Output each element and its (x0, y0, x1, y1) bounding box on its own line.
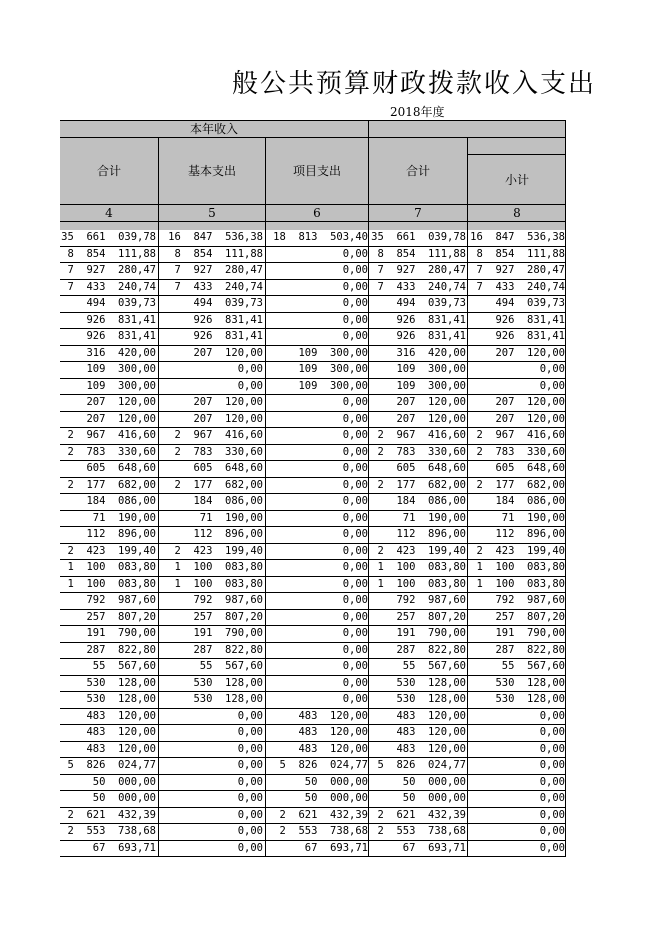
table-cell: 2 783 330,60 (377, 445, 466, 458)
table-cell: 0,00 (237, 825, 263, 837)
table-cell: 0,00 (342, 462, 368, 474)
table-cell: 2 967 416,60 (174, 429, 263, 441)
table-cell: 530 128,00 (86, 676, 156, 689)
table-cell: 926 831,41 (193, 313, 263, 326)
table-cell: 207 120,00 (495, 346, 565, 359)
table-row (60, 577, 566, 594)
table-cell: 0,00 (342, 693, 368, 705)
table-cell: 67 693,71 (402, 841, 466, 854)
table-cell: 8 854 111,88 (174, 247, 263, 260)
table-cell: 257 807,20 (396, 610, 466, 623)
table-cell: 191 790,00 (193, 627, 263, 639)
table-cell: 8 854 111,88 (67, 247, 156, 260)
table-cell: 926 831,41 (86, 330, 156, 342)
table-row (60, 230, 566, 247)
table-cell: 0,00 (539, 742, 565, 755)
table-cell: 50 000,00 (92, 775, 156, 788)
table-row (60, 527, 566, 544)
table-cell: 530 128,00 (495, 676, 565, 689)
table-row (60, 494, 566, 511)
table-cell: 792 987,60 (193, 594, 263, 606)
table-cell: 0,00 (342, 544, 368, 557)
table-cell: 2 177 682,00 (174, 478, 263, 491)
table-row (60, 461, 566, 478)
table-cell: 184 086,00 (193, 495, 263, 507)
table-cell: 109 300,00 (86, 379, 156, 392)
table-cell: 0,00 (342, 676, 368, 689)
table-row (60, 560, 566, 577)
table-cell: 7 927 280,47 (67, 264, 156, 276)
table-cell: 7 927 280,47 (476, 264, 565, 276)
table-row (60, 362, 566, 379)
table-cell: 0,00 (237, 742, 263, 755)
table-cell: 0,00 (342, 445, 368, 458)
table-cell: 0,00 (539, 709, 565, 722)
table-cell: 109 300,00 (86, 363, 156, 375)
table-cell: 112 896,00 (396, 528, 466, 540)
table-cell: 2 967 416,60 (377, 429, 466, 441)
table-cell: 7 433 240,74 (174, 280, 263, 293)
table-cell: 0,00 (539, 792, 565, 804)
table-cell: 792 987,60 (86, 594, 156, 606)
table-cell: 530 128,00 (396, 693, 466, 705)
table-cell: 67 693,71 (304, 841, 368, 854)
table-cell: 55 567,60 (92, 660, 156, 672)
table-cell: 0,00 (237, 841, 263, 854)
header-col-project: 项目支出 (292, 164, 341, 178)
table-cell: 55 567,60 (402, 660, 466, 672)
table-cell: 0,00 (539, 379, 565, 392)
table-cell: 55 567,60 (199, 660, 263, 672)
table-row (60, 296, 566, 313)
table-cell: 0,00 (237, 759, 263, 771)
table-cell: 0,00 (539, 759, 565, 771)
table-cell: 18 813 503,40 (273, 231, 368, 243)
table-cell: 7 433 240,74 (377, 280, 466, 293)
table-row (60, 610, 566, 627)
table-cell: 530 128,00 (86, 693, 156, 705)
table-cell: 2 423 199,40 (476, 544, 565, 557)
table-cell: 5 826 024,77 (279, 759, 368, 771)
header-num-6: 6 (313, 205, 321, 220)
table-cell: 257 807,20 (193, 610, 263, 623)
table-cell: 483 120,00 (298, 709, 368, 722)
table-cell: 207 120,00 (396, 396, 466, 408)
table-row (60, 775, 566, 792)
table-cell: 7 927 280,47 (174, 264, 263, 276)
header-num-7: 7 (414, 205, 422, 220)
table-cell: 0,00 (237, 792, 263, 804)
table-cell: 1 100 083,80 (377, 577, 466, 590)
table-cell: 0,00 (342, 594, 368, 606)
table-row (60, 626, 566, 643)
table-row (60, 709, 566, 726)
table-cell: 0,00 (342, 577, 368, 590)
table-cell: 50 000,00 (402, 792, 466, 804)
table-cell: 0,00 (237, 379, 263, 392)
table-row (60, 511, 566, 528)
table-cell: 109 300,00 (396, 379, 466, 392)
table-cell: 605 648,60 (495, 462, 565, 474)
table-cell: 16 847 536,38 (168, 231, 263, 243)
header-num-8: 8 (513, 205, 521, 220)
table-cell: 2 553 738,68 (279, 825, 368, 837)
table-cell: 926 831,41 (396, 330, 466, 342)
table-row (60, 643, 566, 660)
table-cell: 67 693,71 (92, 841, 156, 854)
table-cell: 926 831,41 (86, 313, 156, 326)
table-cell: 0,00 (237, 709, 263, 722)
table-cell: 0,00 (342, 313, 368, 326)
table-row (60, 478, 566, 495)
table-cell: 207 120,00 (86, 396, 156, 408)
table-cell: 55 567,60 (501, 660, 565, 672)
table-cell: 926 831,41 (495, 330, 565, 342)
table-cell: 257 807,20 (495, 610, 565, 623)
table-cell: 2 621 432,39 (377, 808, 466, 821)
table-cell: 2 177 682,00 (476, 478, 565, 491)
table-cell: 0,00 (342, 412, 368, 425)
table-row (60, 742, 566, 759)
table-cell: 483 120,00 (396, 726, 466, 738)
table-cell: 7 433 240,74 (67, 280, 156, 293)
header-col-total: 合计 (96, 164, 121, 178)
table-cell: 71 190,00 (501, 511, 565, 524)
table-cell: 50 000,00 (92, 792, 156, 804)
table-cell: 1 100 083,80 (476, 577, 565, 590)
table-cell: 0,00 (342, 660, 368, 672)
table-cell: 483 120,00 (298, 742, 368, 755)
table-cell: 0,00 (237, 808, 263, 821)
table-cell: 0,00 (342, 561, 368, 573)
table-row (60, 692, 566, 709)
table-row (60, 841, 566, 858)
table-cell: 71 190,00 (199, 511, 263, 524)
header-col-total2: 合计 (405, 164, 430, 178)
table-cell: 191 790,00 (396, 627, 466, 639)
table-cell: 109 300,00 (298, 346, 368, 359)
table-cell: 0,00 (342, 511, 368, 524)
table-row (60, 329, 566, 346)
table-cell: 0,00 (342, 610, 368, 623)
table-row (60, 313, 566, 330)
table-cell: 0,00 (539, 775, 565, 788)
table-row (60, 593, 566, 610)
table-cell: 2 423 199,40 (377, 544, 466, 557)
table-cell: 257 807,20 (86, 610, 156, 623)
table-cell: 8 854 111,88 (377, 247, 466, 260)
table-cell: 2 967 416,60 (67, 429, 156, 441)
table-cell: 792 987,60 (495, 594, 565, 606)
table-cell: 109 300,00 (396, 363, 466, 375)
table-cell: 2 967 416,60 (476, 429, 565, 441)
table-cell: 494 039,73 (396, 297, 466, 309)
table-cell: 530 128,00 (396, 676, 466, 689)
table-cell: 0,00 (539, 841, 565, 854)
table-cell: 184 086,00 (495, 495, 565, 507)
table-cell: 112 896,00 (495, 528, 565, 540)
table-cell: 207 120,00 (193, 346, 263, 359)
table-cell: 0,00 (539, 726, 565, 738)
table-header (60, 120, 566, 230)
table-cell: 2 553 738,68 (377, 825, 466, 837)
table-cell: 287 822,80 (495, 643, 565, 656)
table-cell: 605 648,60 (193, 462, 263, 474)
table-cell: 50 000,00 (304, 775, 368, 788)
table-cell: 1 100 083,80 (67, 577, 156, 590)
table-cell: 792 987,60 (396, 594, 466, 606)
table-cell: 2 621 432,39 (279, 808, 368, 821)
table-cell: 0,00 (342, 280, 368, 293)
table-cell: 926 831,41 (495, 313, 565, 326)
table-cell: 316 420,00 (86, 346, 156, 359)
table-cell: 2 783 330,60 (174, 445, 263, 458)
table-cell: 483 120,00 (396, 742, 466, 755)
table-row (60, 379, 566, 396)
table-cell: 35 661 039,78 (371, 231, 466, 243)
table-cell: 0,00 (342, 264, 368, 276)
table-cell: 1 100 083,80 (174, 577, 263, 590)
table-cell: 207 120,00 (495, 396, 565, 408)
header-col-subtotal: 小计 (504, 172, 529, 187)
table-cell: 0,00 (342, 396, 368, 408)
table-cell: 530 128,00 (193, 676, 263, 689)
table-cell: 0,00 (342, 247, 368, 260)
table-cell: 109 300,00 (298, 363, 368, 375)
table-cell: 50 000,00 (304, 792, 368, 804)
table-row (60, 395, 566, 412)
table-cell: 494 039,73 (495, 297, 565, 309)
table-cell: 316 420,00 (396, 346, 466, 359)
table-cell: 35 661 039,78 (61, 231, 156, 243)
table-cell: 0,00 (539, 363, 565, 375)
table-cell: 2 783 330,60 (476, 445, 565, 458)
report-year: 2018年度 (390, 105, 445, 119)
table-cell: 0,00 (539, 825, 565, 837)
table-row (60, 412, 566, 429)
table-cell: 483 120,00 (86, 709, 156, 722)
table-cell: 0,00 (237, 726, 263, 738)
table-cell: 287 822,80 (193, 643, 263, 656)
table-cell: 0,00 (342, 297, 368, 309)
table-cell: 1 100 083,80 (377, 561, 466, 573)
table-cell: 0,00 (237, 363, 263, 375)
header-income-group: 本年收入 (189, 122, 238, 136)
table-cell: 7 927 280,47 (377, 264, 466, 276)
table-cell: 0,00 (539, 808, 565, 821)
data-table-body (60, 230, 566, 857)
header-num-5: 5 (208, 205, 216, 220)
table-cell: 1 100 083,80 (67, 561, 156, 573)
table-cell: 71 190,00 (92, 511, 156, 524)
table-cell: 2 423 199,40 (67, 544, 156, 557)
table-cell: 605 648,60 (396, 462, 466, 474)
report-title: 般公共预算财政拨款收入支出 (232, 69, 597, 99)
table-cell: 494 039,73 (86, 297, 156, 309)
header-num-4: 4 (105, 205, 113, 220)
table-cell: 184 086,00 (396, 495, 466, 507)
table-cell: 483 120,00 (298, 726, 368, 738)
table-cell: 0,00 (342, 528, 368, 540)
table-cell: 0,00 (342, 495, 368, 507)
table-cell: 5 826 024,77 (377, 759, 466, 771)
table-cell: 2 177 682,00 (377, 478, 466, 491)
table-cell: 1 100 083,80 (476, 561, 565, 573)
table-cell: 483 120,00 (86, 726, 156, 738)
table-cell: 287 822,80 (86, 643, 156, 656)
table-cell: 0,00 (342, 330, 368, 342)
table-cell: 112 896,00 (86, 528, 156, 540)
table-cell: 191 790,00 (86, 627, 156, 639)
table-cell: 605 648,60 (86, 462, 156, 474)
table-cell: 1 100 083,80 (174, 561, 263, 573)
table-cell: 530 128,00 (193, 693, 263, 705)
table-cell: 16 847 536,38 (470, 231, 565, 243)
table-cell: 207 120,00 (86, 412, 156, 425)
table-row (60, 659, 566, 676)
table-cell: 0,00 (342, 429, 368, 441)
table-row (60, 280, 566, 297)
table-row (60, 346, 566, 363)
table-cell: 287 822,80 (396, 643, 466, 656)
table-row (60, 676, 566, 693)
table-cell: 207 120,00 (396, 412, 466, 425)
table-cell: 50 000,00 (402, 775, 466, 788)
table-row (60, 544, 566, 561)
table-cell: 8 854 111,88 (476, 247, 565, 260)
table-cell: 207 120,00 (193, 412, 263, 425)
table-row (60, 428, 566, 445)
table-row (60, 247, 566, 264)
table-cell: 0,00 (342, 627, 368, 639)
table-row (60, 758, 566, 775)
table-row (60, 725, 566, 742)
table-cell: 530 128,00 (495, 693, 565, 705)
header-col-basic: 基本支出 (187, 164, 236, 178)
table-row (60, 263, 566, 280)
table-cell: 207 120,00 (193, 396, 263, 408)
table-cell: 191 790,00 (495, 627, 565, 639)
table-row (60, 791, 566, 808)
table-cell: 5 826 024,77 (67, 759, 156, 771)
table-cell: 71 190,00 (402, 511, 466, 524)
table-cell: 184 086,00 (86, 495, 156, 507)
table-cell: 0,00 (342, 643, 368, 656)
table-cell: 483 120,00 (86, 742, 156, 755)
table-row (60, 808, 566, 825)
table-cell: 926 831,41 (396, 313, 466, 326)
table-cell: 0,00 (237, 775, 263, 788)
table-row (60, 445, 566, 462)
table-cell: 112 896,00 (193, 528, 263, 540)
table-cell: 207 120,00 (495, 412, 565, 425)
table-cell: 109 300,00 (298, 379, 368, 392)
table-cell: 7 433 240,74 (476, 280, 565, 293)
table-cell: 2 553 738,68 (67, 825, 156, 837)
table-cell: 0,00 (342, 478, 368, 491)
table-cell: 2 621 432,39 (67, 808, 156, 821)
table-cell: 2 783 330,60 (67, 445, 156, 458)
table-cell: 926 831,41 (193, 330, 263, 342)
table-cell: 2 177 682,00 (67, 478, 156, 491)
table-cell: 483 120,00 (396, 709, 466, 722)
table-cell: 494 039,73 (193, 297, 263, 309)
table-cell: 2 423 199,40 (174, 544, 263, 557)
table-row (60, 824, 566, 841)
